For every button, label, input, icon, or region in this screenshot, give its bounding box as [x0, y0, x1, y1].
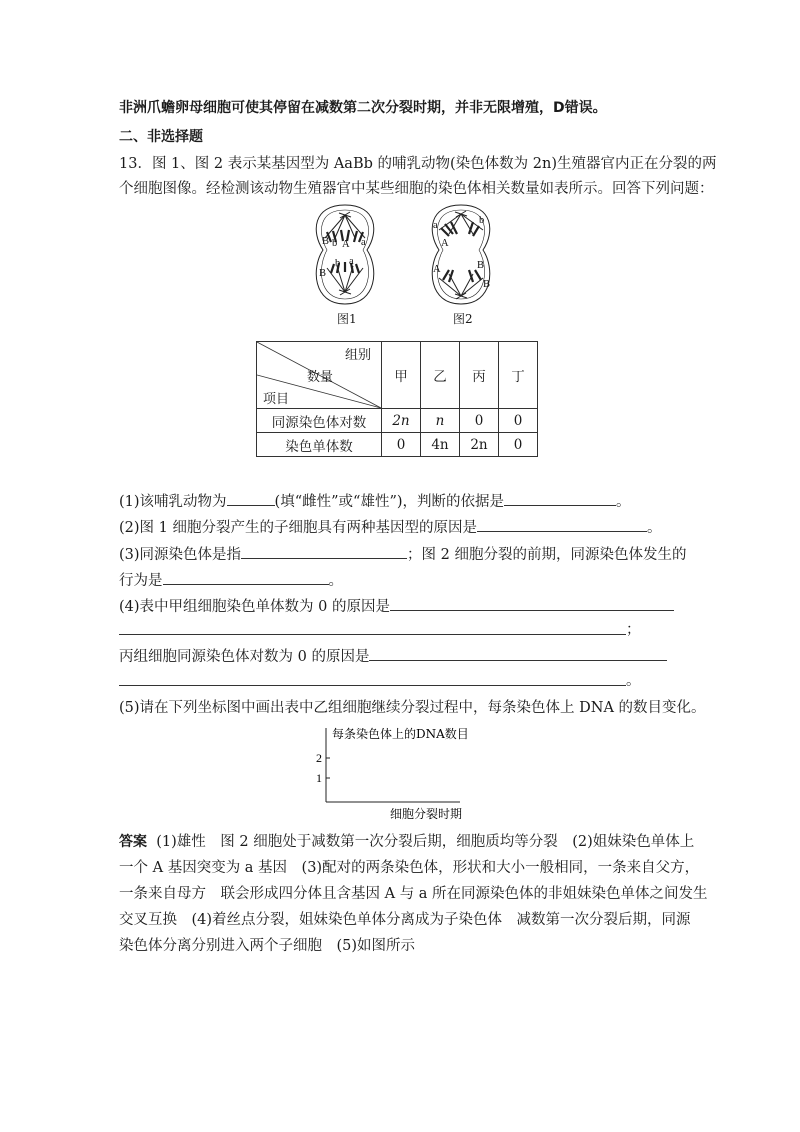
- sub-question-2: [119, 517, 661, 538]
- q2-text-a: (2)图 1 细胞分裂产生的子细胞具有两种基因型的原因是: [119, 520, 477, 536]
- table-cell: n: [421, 409, 460, 433]
- fig1-label-a-bottom: a: [349, 256, 354, 267]
- figure1-cell: [316, 205, 374, 304]
- sub-question-3-cont: [119, 570, 343, 591]
- q4-blank-bing-line2[interactable]: [119, 684, 626, 686]
- q3-blank-definition[interactable]: [241, 544, 407, 559]
- answer-text-1: (1)雄性 图 2 细胞处于减数第一次分裂后期，细胞质均等分裂 (2)姐妹染色单体上: [156, 834, 695, 850]
- chromosome-data-table: [256, 341, 538, 457]
- cell-figures: [305, 200, 505, 326]
- table-diagonal-header: [257, 342, 382, 409]
- q3-text-b: ；图 2 细胞分裂的前期，同源染色体发生的: [407, 547, 687, 563]
- answer-line2: 一个 A 基因突变为 a 基因 (3)配对的两条染色体，形状和大小一般相同，一条来自父方，: [119, 860, 700, 876]
- q3-blank-behavior[interactable]: [163, 570, 329, 585]
- fig2-label-B-bottom: B: [483, 279, 491, 290]
- table-cell: 2n: [382, 409, 421, 433]
- header-item-label: 项目: [263, 392, 290, 407]
- row-label-homologous-pairs: 同源染色体对数: [257, 409, 382, 433]
- table-cell: 2n: [460, 433, 499, 457]
- table-row: [257, 433, 538, 457]
- table-cell: 0: [460, 409, 499, 433]
- q4-text-a: (4)表中甲组细胞染色单体数为 0 的原因是: [119, 599, 390, 615]
- fig2-label-a-top: a: [433, 220, 438, 231]
- sub-question-5: (5)请在下列坐标图中画出表中乙组细胞继续分裂过程中，每条染色体上 DNA 的数目变化。: [119, 700, 706, 716]
- y-tick-1: 1: [316, 771, 322, 785]
- q4-semicolon: ；: [626, 622, 641, 638]
- row-label-chromatids: 染色单体数: [257, 433, 382, 457]
- q2-text-b: 。: [646, 520, 662, 536]
- q4-text-b: 丙组细胞同源染色体对数为 0 的原因是: [119, 649, 370, 665]
- section-title: 二、非选择题: [119, 129, 203, 145]
- answer-line4: 交叉互换 (4)着丝点分裂，姐妹染色单体分离成为子染色体 减数第一次分裂后期，同源: [119, 912, 691, 928]
- q4-period: 。: [626, 673, 641, 689]
- sub-question-4: [119, 596, 674, 617]
- graph-x-label: 细胞分裂时期: [390, 807, 463, 821]
- column-header-ding: 丁: [499, 342, 538, 409]
- previous-answer-text: 非洲爪蟾卵母细胞可使其停留在减数第二次分裂时期，并非无限增殖，D错误。: [119, 100, 607, 116]
- figure1-caption: 图1: [337, 312, 357, 326]
- q1-text-b: (填“雌性”或“雄性”)，判断的依据是: [274, 494, 505, 510]
- table-cell: 4n: [421, 433, 460, 457]
- answer-line1: [119, 829, 694, 855]
- answer-line3: 一条来自母方 联会形成四分体且含基因 A 与 a 所在同源染色体的非姐妹染色单体之间发生: [119, 886, 708, 902]
- table-header-row: [257, 342, 538, 409]
- question-stem-line1: 13．图 1、图 2 表示某基因型为 AaBb 的哺乳动物(染色体数为 2n)生殖器官内正在分裂的两: [119, 156, 717, 172]
- question-stem-line2: 个细胞图像。经检测该动物生殖器官中某些细胞的染色体相关数量如表所示。回答下列问题：: [119, 181, 714, 197]
- fig2-label-b-top: b: [479, 215, 485, 226]
- q4-blank-jia-line2[interactable]: [119, 633, 626, 635]
- fig2-label-A-top: A: [441, 238, 449, 249]
- figure2-caption: 图2: [453, 312, 473, 326]
- column-header-jia: 甲: [382, 342, 421, 409]
- answer-label: 答案: [119, 834, 147, 850]
- graph-y-label: 每条染色体上的DNA数目: [332, 727, 469, 741]
- dna-graph-axes[interactable]: [300, 722, 480, 822]
- q3-text-a: (3)同源染色体是指: [119, 547, 242, 563]
- q4-blank-bing-line1[interactable]: [369, 646, 667, 661]
- table-cell: 0: [499, 409, 538, 433]
- y-tick-2: 2: [316, 751, 322, 765]
- table-cell: 0: [499, 433, 538, 457]
- q3-text-d: 。: [328, 573, 343, 589]
- q1-blank-basis[interactable]: [504, 491, 616, 506]
- q1-blank-sex[interactable]: [227, 491, 275, 506]
- q1-text-c: 。: [616, 494, 631, 510]
- q2-blank-reason[interactable]: [477, 517, 647, 532]
- fig1-label-B-top: B: [322, 236, 330, 247]
- fig1-label-b-bottom: b: [335, 258, 341, 269]
- fig1-label-B-bottom: B: [319, 268, 327, 279]
- dna-graph[interactable]: [300, 722, 480, 826]
- q1-text-a: (1)该哺乳动物为: [119, 494, 227, 510]
- header-quantity-label: 数量: [307, 370, 334, 385]
- q3-text-c: 行为是: [119, 573, 163, 589]
- table-row: [257, 409, 538, 433]
- table-cell: 0: [382, 433, 421, 457]
- column-header-yi: 乙: [421, 342, 460, 409]
- sub-question-1: [119, 491, 631, 512]
- column-header-bing: 丙: [460, 342, 499, 409]
- q4-blank-jia-line1[interactable]: [390, 596, 674, 611]
- fig1-label-a-top: a: [361, 237, 366, 248]
- header-group-label: 组别: [345, 348, 372, 363]
- sub-question-3: [119, 544, 687, 565]
- fig1-label-b-top: b: [332, 238, 338, 249]
- fig2-label-B-mid: B: [477, 260, 485, 271]
- fig2-label-A-bottom: A: [433, 264, 441, 275]
- answer-line5: 染色体分离分别进入两个子细胞 (5)如图所示: [119, 938, 416, 954]
- cell-division-diagrams: [305, 200, 505, 315]
- fig1-label-A-top: A: [342, 239, 350, 250]
- sub-question-4-bing: [119, 646, 667, 667]
